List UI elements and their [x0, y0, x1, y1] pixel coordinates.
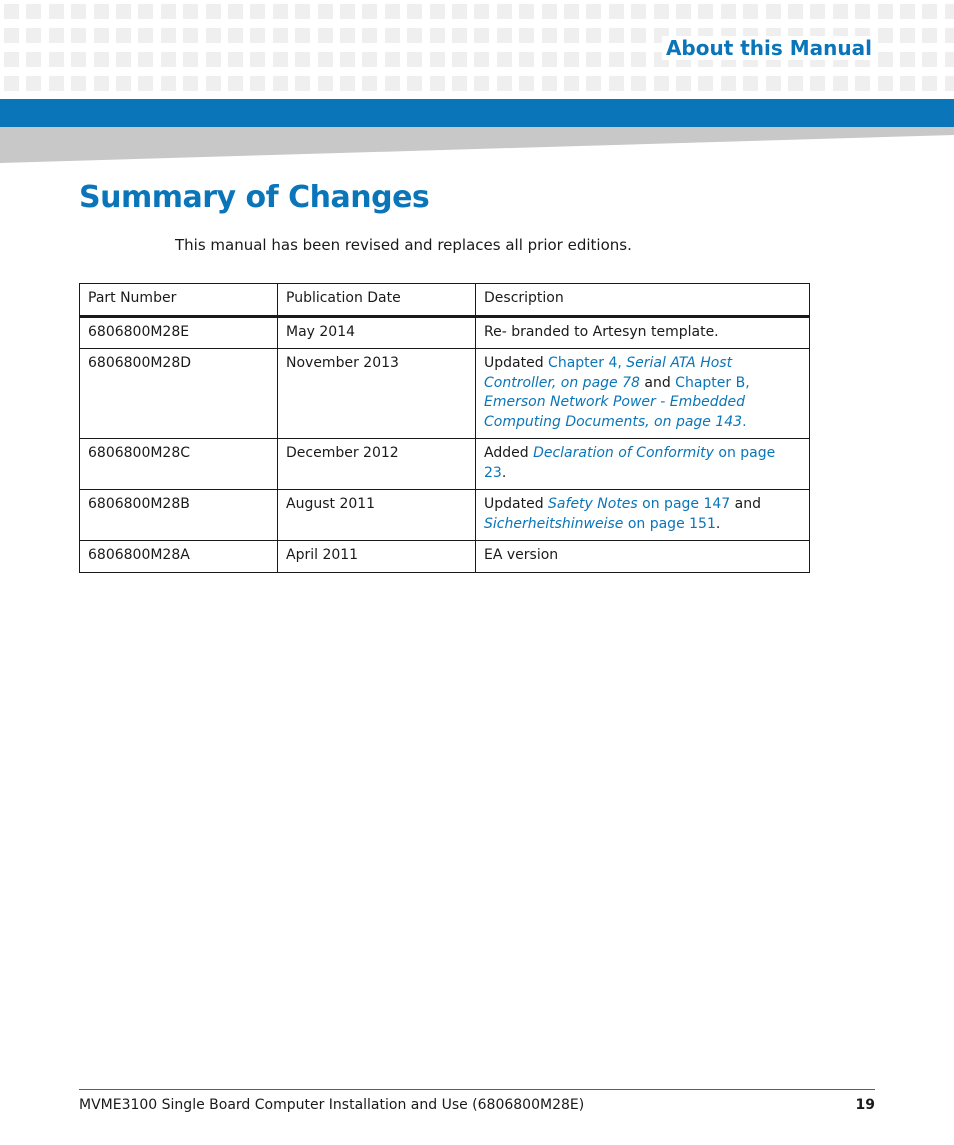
link-chapter-b-label: Chapter B,: [675, 374, 750, 391]
header-tile: [586, 28, 601, 43]
header-tile: [564, 28, 579, 43]
header-tile: [385, 52, 400, 67]
header-tile: [116, 52, 131, 67]
header-tile: [878, 28, 893, 43]
header-tile: [206, 28, 221, 43]
header-tile: [116, 4, 131, 19]
header-tile: [631, 52, 646, 67]
header-tile: [900, 4, 915, 19]
header-tile: [452, 76, 467, 91]
page-title: Summary of Changes: [79, 180, 430, 215]
row-description: [476, 349, 810, 439]
header-tile: [71, 52, 86, 67]
header-tile: [833, 76, 848, 91]
link-sicherheitshinweise-page: on page 151: [623, 515, 716, 532]
header-tile: [161, 28, 176, 43]
header-tile: [631, 4, 646, 19]
header-tile: [474, 28, 489, 43]
row-description: [476, 439, 810, 490]
table-row: [80, 439, 810, 490]
header-tile: [474, 4, 489, 19]
header-tile: [878, 76, 893, 91]
row-publication-date: August 2011: [278, 490, 476, 541]
desc-text: .: [501, 464, 507, 481]
header-tile: [721, 4, 736, 19]
table-row: [80, 541, 810, 573]
footer-rule: [79, 1089, 875, 1090]
header-tile: [922, 52, 937, 67]
header-tile: [385, 76, 400, 91]
desc-text: and: [639, 374, 676, 391]
header-tile: [183, 76, 198, 91]
link-safety-notes-page: on page 147: [637, 496, 731, 512]
header-tile: [430, 52, 445, 67]
header-tile: [497, 4, 512, 19]
row-part-number: 6806800M28C: [80, 439, 278, 490]
header-tile: [542, 76, 557, 91]
link-chapter-b-title: Emerson Network Power - Embedded Computing Documents, on page 143: [484, 394, 745, 430]
header-tile: [71, 28, 86, 43]
header-tile: [26, 52, 41, 67]
header-part-number: Part Number: [80, 284, 278, 317]
header-tile: [295, 52, 310, 67]
changes-table: [79, 283, 810, 573]
header-tile: [698, 76, 713, 91]
row-description: Re- branded to Artesyn template.: [476, 316, 810, 349]
header-tile: [452, 4, 467, 19]
header-tile: [94, 76, 109, 91]
row-publication-date: December 2012: [278, 439, 476, 490]
header-tile: [250, 4, 265, 19]
header-publication-date: Publication Date: [278, 284, 476, 317]
link-safety-notes-title: Safety Notes: [548, 496, 638, 512]
header-tile: [855, 76, 870, 91]
header-tile: [385, 4, 400, 19]
link-sicherheitshinweise[interactable]: [484, 516, 716, 532]
header-tile: [250, 76, 265, 91]
header-tile: [407, 52, 422, 67]
row-publication-date: May 2014: [278, 316, 476, 349]
link-safety-notes[interactable]: [548, 496, 730, 512]
footer-document-title: MVME3100 Single Board Computer Installation and Use (6806800M28E): [79, 1097, 585, 1113]
header-tile: [49, 76, 64, 91]
header-gray-wedge: [0, 127, 954, 163]
row-description: EA version: [476, 541, 810, 573]
header-tile: [564, 76, 579, 91]
header-tile: [922, 4, 937, 19]
header-tile: [474, 52, 489, 67]
header-tile: [430, 76, 445, 91]
header-tile: [586, 4, 601, 19]
header-tile: [116, 28, 131, 43]
section-title: About this Manual: [662, 36, 876, 60]
header-tile: [766, 4, 781, 19]
header-tile: [138, 28, 153, 43]
header-tile: [273, 4, 288, 19]
link-chapter-4-label: Chapter 4,: [548, 355, 627, 371]
header-tile: [609, 28, 624, 43]
header-tile: [878, 52, 893, 67]
header-tile: [497, 28, 512, 43]
header-tile: [385, 28, 400, 43]
header-tile: [362, 28, 377, 43]
row-publication-date: April 2011: [278, 541, 476, 573]
header-tile: [542, 52, 557, 67]
header-tile: [116, 76, 131, 91]
header-tile: [609, 52, 624, 67]
header-tile: [340, 28, 355, 43]
header-tile: [564, 4, 579, 19]
row-part-number: 6806800M28B: [80, 490, 278, 541]
header-tile: [654, 4, 669, 19]
header-tile: [586, 76, 601, 91]
header-tile: [228, 76, 243, 91]
desc-text: Added: [484, 445, 534, 461]
header-tile: [161, 4, 176, 19]
table-row: [80, 349, 810, 439]
link-chapter-4-title: Serial ATA Host Controller, on page 78: [484, 355, 733, 391]
header-tile: [4, 4, 19, 19]
header-tile: [71, 76, 86, 91]
header-tile: [519, 76, 534, 91]
header-tile: [26, 28, 41, 43]
header-tile: [519, 52, 534, 67]
header-tile: [788, 4, 803, 19]
desc-text: Updated: [484, 496, 549, 512]
header-tile: [945, 76, 954, 91]
header-tile: [743, 4, 758, 19]
header-tile: [810, 76, 825, 91]
header-tile: [318, 76, 333, 91]
header-tile: [362, 4, 377, 19]
desc-text: and: [730, 496, 761, 512]
header-tile: [250, 28, 265, 43]
desc-text: Updated: [484, 355, 549, 371]
header-tile: [340, 4, 355, 19]
link-declaration-page: on page 23: [484, 445, 776, 481]
header-tile: [676, 4, 691, 19]
header-tile: [900, 52, 915, 67]
header-tile: [94, 4, 109, 19]
row-publication-date: November 2013: [278, 349, 476, 439]
header-tile: [497, 52, 512, 67]
header-tile: [922, 28, 937, 43]
header-tile: [94, 28, 109, 43]
header-tile: [833, 4, 848, 19]
header-tile: [94, 52, 109, 67]
header-tile: [295, 28, 310, 43]
header-tile: [542, 4, 557, 19]
header-tile: [273, 28, 288, 43]
header-tile: [295, 4, 310, 19]
header-tile: [945, 28, 954, 43]
header-tile: [362, 76, 377, 91]
header-tile: [721, 76, 736, 91]
header-tile: [138, 52, 153, 67]
header-tile: [138, 76, 153, 91]
header-tile: [161, 76, 176, 91]
header-tile: [810, 4, 825, 19]
header-tile: [183, 28, 198, 43]
header-tile: [452, 52, 467, 67]
header-tile: [49, 28, 64, 43]
table-header-row: [80, 284, 810, 317]
header-tile: [206, 76, 221, 91]
header-tile: [766, 76, 781, 91]
header-tile: [4, 28, 19, 43]
header-tile: [183, 52, 198, 67]
header-tile: [340, 52, 355, 67]
header-blue-band: [0, 99, 954, 127]
header-tile: [497, 76, 512, 91]
header-tile: [519, 4, 534, 19]
header-tile: [26, 76, 41, 91]
row-description: [476, 490, 810, 541]
row-part-number: 6806800M28A: [80, 541, 278, 573]
header-tile: [206, 4, 221, 19]
header-tile: [228, 4, 243, 19]
table-row: [80, 490, 810, 541]
table-row: [80, 316, 810, 349]
header-tile: [295, 76, 310, 91]
header-tile: [273, 76, 288, 91]
header-tile: [407, 28, 422, 43]
header-tile: [49, 52, 64, 67]
header-tile: [362, 52, 377, 67]
header-tile: [631, 28, 646, 43]
header-tile: [318, 4, 333, 19]
header-tile: [340, 76, 355, 91]
header-tile: [743, 76, 758, 91]
header-tile: [676, 76, 691, 91]
header-tile: [878, 4, 893, 19]
header-tile: [945, 4, 954, 19]
header-tile: [407, 76, 422, 91]
header-tile: [206, 52, 221, 67]
header-tile: [609, 4, 624, 19]
header-tile: [564, 52, 579, 67]
header-tile: [922, 76, 937, 91]
header-tile: [519, 28, 534, 43]
header-tile: [49, 4, 64, 19]
header-tile: [407, 4, 422, 19]
header-tile: [228, 28, 243, 43]
header-tile: [452, 28, 467, 43]
header-tile: [273, 52, 288, 67]
header-tile: [631, 76, 646, 91]
header-tile: [586, 52, 601, 67]
header-tile: [318, 52, 333, 67]
header-tile: [4, 52, 19, 67]
row-part-number: 6806800M28D: [80, 349, 278, 439]
header-tile: [228, 52, 243, 67]
header-tile: [4, 76, 19, 91]
header-tile: [788, 76, 803, 91]
header-tile: [900, 76, 915, 91]
header-tile: [654, 76, 669, 91]
header-tile: [474, 76, 489, 91]
header-tile: [71, 4, 86, 19]
desc-text: .: [742, 413, 747, 430]
header-tile: [183, 4, 198, 19]
header-tile: [26, 4, 41, 19]
header-tile: [945, 52, 954, 67]
header-tile: [250, 52, 265, 67]
header-tile: [430, 4, 445, 19]
header-tile: [900, 28, 915, 43]
header-description: Description: [476, 284, 810, 317]
intro-text: This manual has been revised and replaces all prior editions.: [175, 236, 632, 254]
link-sicherheitshinweise-title: Sicherheitshinweise: [484, 515, 624, 532]
header-tile: [609, 76, 624, 91]
page-number: 19: [855, 1097, 875, 1113]
header-tile: [430, 28, 445, 43]
header-tile: [138, 4, 153, 19]
header-tile: [161, 52, 176, 67]
desc-text: .: [715, 515, 721, 532]
header-tile: [698, 4, 713, 19]
header-tile: [855, 4, 870, 19]
header-tile: [542, 28, 557, 43]
header-tile: [318, 28, 333, 43]
link-declaration-title: Declaration of Conformity: [533, 445, 714, 461]
row-part-number: 6806800M28E: [80, 316, 278, 349]
